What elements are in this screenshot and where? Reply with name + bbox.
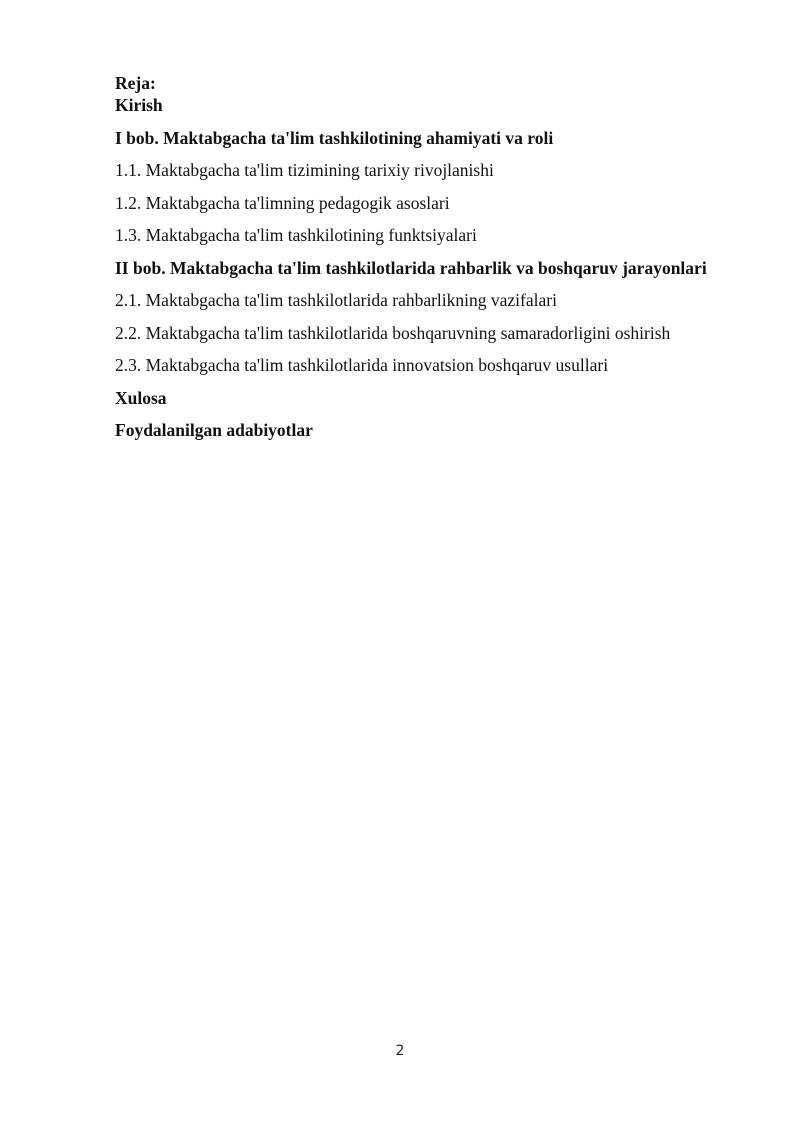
toc-section-1-2: 1.2. Maktabgacha ta'limning pedagogik asoslari <box>115 192 450 213</box>
toc-item-references: Foydalanilgan adabiyotlar <box>115 420 313 440</box>
toc-section-1-1: 1.1. Maktabgacha ta'lim tizimining tarixiy rivojlanishi <box>115 160 494 180</box>
toc-chapter-2: II bob. Maktabgacha ta'lim tashkilotlarida rahbarlik va boshqaruv jarayonlari <box>115 257 707 278</box>
toc-section-1-3: 1.3. Maktabgacha ta'lim tashkilotining funktsiyalari <box>115 225 477 245</box>
toc-item-conclusion: Xulosa <box>115 387 167 408</box>
toc-section-2-3: 2.3. Maktabgacha ta'lim tashkilotlarida innovatsion boshqaruv usullari <box>115 355 609 375</box>
table-of-contents <box>115 72 775 441</box>
page-number: 2 <box>395 1043 405 1059</box>
toc-chapter-1: I bob. Maktabgacha ta'lim tashkilotining ahamiyati va roli <box>115 127 554 148</box>
toc-section-2-2: 2.2. Maktabgacha ta'lim tashkilotlarida boshqaruvning samaradorligini oshirish <box>115 322 671 343</box>
plan-heading: Reja: <box>115 73 156 93</box>
toc-item-introduction: Kirish <box>115 95 163 115</box>
toc-section-2-1: 2.1. Maktabgacha ta'lim tashkilotlarida rahbarlikning vazifalari <box>115 290 557 310</box>
